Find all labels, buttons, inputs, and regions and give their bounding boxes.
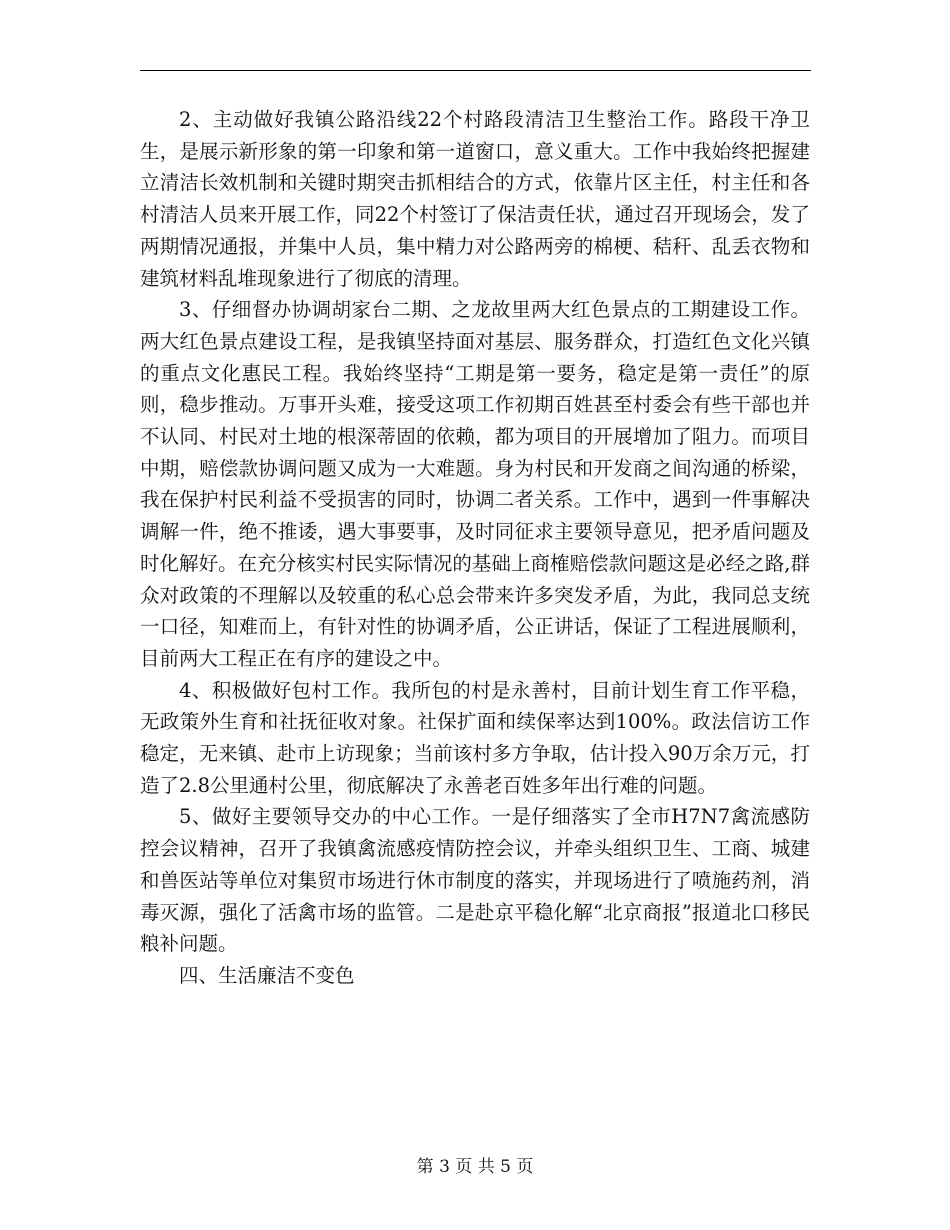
- paragraph-item-4: 4、积极做好包村工作。我所包的村是永善村，目前计划生育工作平稳，无政策外生育和社抚征收对象。社保扩面和续保率达到100%。政法信访工作稳定，无来镇、赴市上访现象；当前该村多方争取，估计投入90万余万元，打造了2.8公里通村公里，彻底解决了永善老百姓多年出行难的问题。: [140, 678, 810, 797]
- document-body: [140, 104, 810, 992]
- paragraph-item-5: 5、做好主要领导交办的中心工作。一是仔细落实了全市H7N7禽流感防控会议精神，召开了我镇禽流感疫情防控会议，并牵头组织卫生、工商、城建和兽医站等单位对集贸市场进行休市制度的落实，并现场进行了喷施药剂，消毒灭源，强化了活禽市场的监管。二是赴京平稳化解“北京商报”报道北口移民粮补问题。: [140, 805, 810, 956]
- header-rule: [140, 70, 811, 71]
- paragraph-item-2: 2、主动做好我镇公路沿线22个村路段清洁卫生整治工作。路段干净卫生，是展示新形象的第一印象和第一道窗口，意义重大。工作中我始终把握建立清洁长效机制和关键时期突击抓相结合的方式，依靠片区主任，村主任和各村清洁人员来开展工作，同22个村签订了保洁责任状，通过召开现场会，发了两期情况通报，并集中人员，集中精力对公路两旁的棉梗、秸秆、乱丢衣物和建筑材料乱堆现象进行了彻底的清理。: [140, 108, 810, 290]
- paragraph-item-3: 3、仔细督办协调胡家台二期、之龙故里两大红色景点的工期建设工作。两大红色景点建设工程，是我镇坚持面对基层、服务群众，打造红色文化兴镇的重点文化惠民工程。我始终坚持“工期是第一要务，稳定是第一责任”的原则，稳步推动。万事开头难，接受这项工作初期百姓甚至村委会有些干部也并不认同、村民对土地的根深蒂固的依赖，都为项目的开展增加了阻力。而项目中期，赔偿款协调问题又成为一大难题。身为村民和开发商之间沟通的桥梁，我在保护村民利益不受损害的同时，协调二者关系。工作中，遇到一件事解决调解一件，绝不推诿，遇大事要事，及时同征求主要领导意见，把矛盾问题及时化解好。在充分核实村民实际情况的基础上商榷赔偿款问题这是必经之路,群众对政策的不理解以及较重的私心总会带来许多突发矛盾，为此，我同总支统一口径，知难而上，有针对性的协调矛盾，公正讲话，保证了工程进展顺利，目前两大工程正在有序的建设之中。: [140, 298, 810, 670]
- section-heading-4: 四、生活廉洁不变色: [179, 963, 355, 987]
- page-number: 第 3 页 共 5 页: [416, 1157, 534, 1177]
